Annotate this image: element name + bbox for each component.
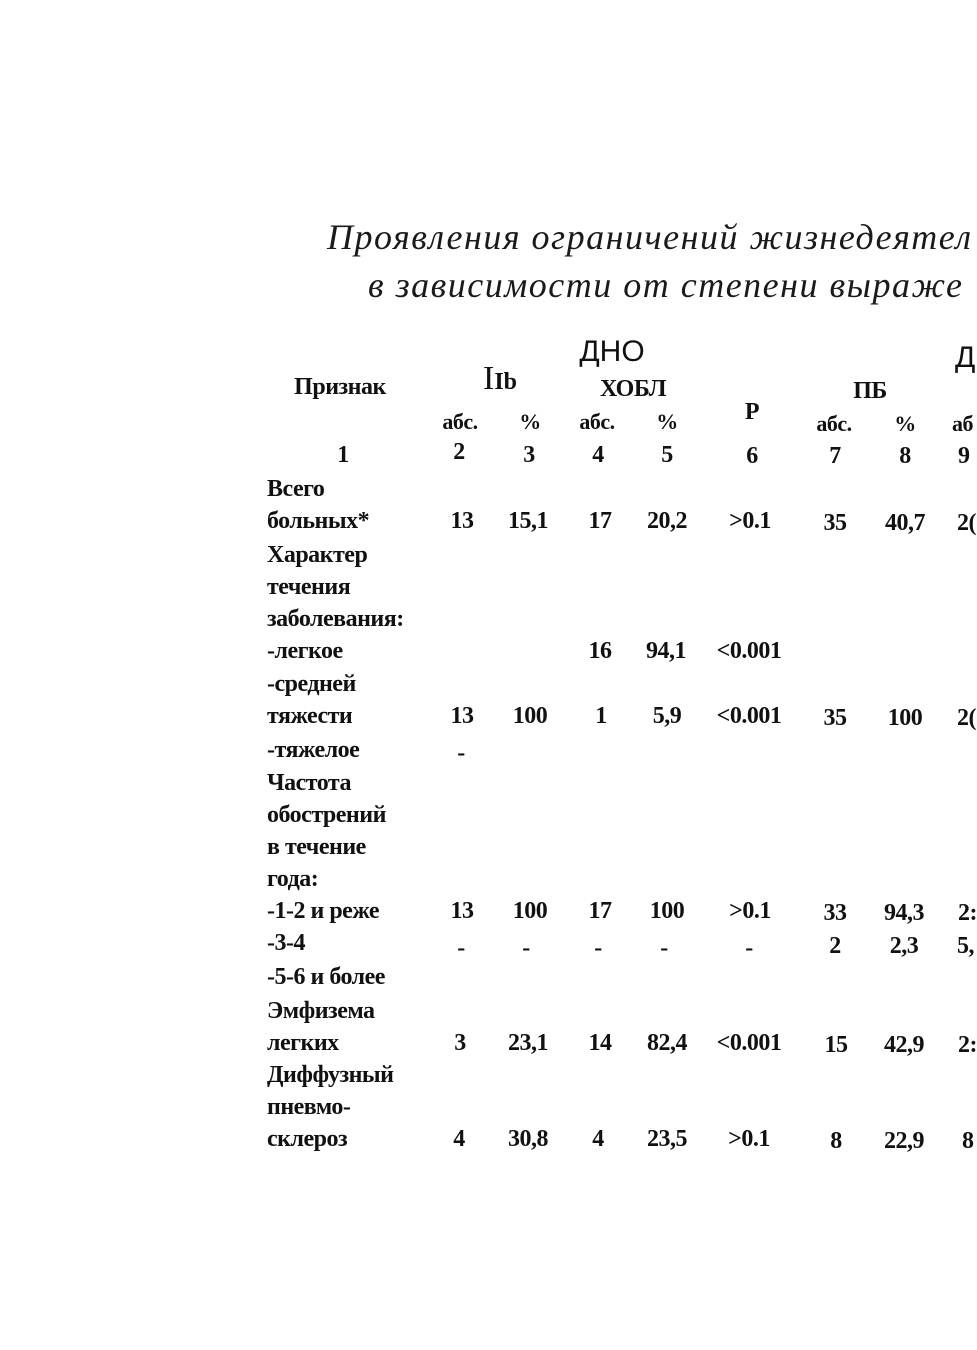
table-cell: - <box>522 935 530 961</box>
table-cell: 13 <box>450 898 474 924</box>
table-cell: 35 <box>823 705 847 731</box>
table-cell: 3 <box>454 1030 466 1056</box>
table-cell: 35 <box>823 510 847 536</box>
table-cell: 82,4 <box>647 1030 687 1056</box>
table-cell: 17 <box>588 508 612 534</box>
table-cell: 23,5 <box>647 1126 687 1152</box>
table-cell: 20,2 <box>647 508 687 534</box>
row-label: легких <box>267 1030 339 1056</box>
table-cell: >0.1 <box>728 1126 770 1152</box>
table-cell: - <box>457 935 465 961</box>
table-cell: 100 <box>512 703 548 729</box>
table-cell: 2,3 <box>889 933 919 959</box>
table-cell: 2: <box>958 900 977 926</box>
header-p: P <box>744 399 760 425</box>
table-cell: 5,9 <box>652 703 682 729</box>
table-cell: 13 <box>450 508 474 534</box>
table-cell: 16 <box>588 638 612 664</box>
row-label: больных* <box>267 508 370 534</box>
row-label: в течение <box>267 834 366 860</box>
table-cell: 22,9 <box>884 1128 924 1154</box>
header-hobl: ХОБЛ <box>600 376 666 402</box>
header-abs: абс. <box>579 409 615 434</box>
table-cell: 13 <box>450 703 474 729</box>
column-number: 2 <box>453 439 465 465</box>
row-label: Диффузный <box>267 1062 394 1088</box>
table-cell: 17 <box>588 898 612 924</box>
table-cell: 8 <box>962 1128 974 1154</box>
header-abs-partial: аб <box>952 411 973 436</box>
column-number: 9 <box>958 443 970 469</box>
table-cell: 23,1 <box>508 1030 548 1056</box>
header-dno: ДНО <box>579 335 645 368</box>
header-abs: абс. <box>442 409 478 434</box>
column-number: 3 <box>523 442 535 468</box>
table-cell: - <box>457 740 465 766</box>
table-cell: 100 <box>887 705 923 731</box>
table-cell: 100 <box>649 898 685 924</box>
row-label: склероз <box>267 1126 348 1152</box>
row-label: -5-6 и более <box>267 964 385 990</box>
row-label: Эмфизема <box>267 998 375 1024</box>
header-ib: IIb <box>482 360 518 397</box>
table-cell: 1 <box>595 703 607 729</box>
table-cell: >0.1 <box>729 508 771 534</box>
column-number: 5 <box>661 442 673 468</box>
header-priznak: Признак <box>294 374 386 400</box>
table-cell: 94,1 <box>646 638 686 664</box>
table-cell: 2( <box>957 510 976 536</box>
table-cell: 42,9 <box>884 1032 924 1058</box>
table-cell: <0.001 <box>716 703 782 729</box>
row-label: пневмо- <box>267 1094 351 1120</box>
table-cell: 2: <box>958 1032 977 1058</box>
row-label: Характер <box>267 542 368 568</box>
table-cell: 4 <box>592 1126 604 1152</box>
table-cell: 5, <box>957 933 974 959</box>
table-cell: - <box>745 935 753 961</box>
table-cell: >0.1 <box>729 898 771 924</box>
table-cell: 30,8 <box>508 1126 548 1152</box>
row-label: года: <box>267 866 319 892</box>
header-pb: ПБ <box>853 378 887 404</box>
header-pct: % <box>656 409 678 434</box>
column-number: 4 <box>592 442 604 468</box>
column-number: 7 <box>829 443 841 469</box>
row-label: -средней <box>267 671 356 697</box>
table-cell: 8 <box>830 1128 842 1154</box>
table-cell: <0.001 <box>716 638 782 664</box>
table-cell: 94,3 <box>884 900 924 926</box>
row-label: -1-2 и реже <box>267 898 380 924</box>
row-label: заболевания: <box>267 606 404 632</box>
row-label: обострений <box>267 802 386 828</box>
header-d-partial: Д <box>955 341 976 374</box>
row-label: Всего <box>267 476 325 502</box>
row-label: течения <box>267 574 351 600</box>
table-cell: 15,1 <box>508 508 548 534</box>
column-number: 8 <box>899 443 911 469</box>
row-label: -тяжелое <box>267 737 360 763</box>
table-cell: 2( <box>957 705 976 731</box>
row-label: тяжести <box>267 703 353 729</box>
table-cell: <0.001 <box>716 1030 782 1056</box>
table-cell: 4 <box>453 1126 465 1152</box>
table-cell: 15 <box>824 1032 848 1058</box>
column-number: 1 <box>337 442 349 468</box>
header-pct: % <box>894 411 916 436</box>
row-label: Частота <box>267 770 352 796</box>
table-cell: - <box>594 935 602 961</box>
table-cell: 40,7 <box>885 510 925 536</box>
table-cell: - <box>660 935 668 961</box>
header-abs: абс. <box>816 411 852 436</box>
table-cell: 33 <box>823 900 847 926</box>
table-cell: 100 <box>512 898 548 924</box>
table-cell: 2 <box>829 933 841 959</box>
table-cell: 14 <box>588 1030 612 1056</box>
column-number: 6 <box>746 443 758 469</box>
row-label: -легкое <box>267 638 343 664</box>
row-label: -3-4 <box>267 930 305 956</box>
header-pct: % <box>519 409 541 434</box>
